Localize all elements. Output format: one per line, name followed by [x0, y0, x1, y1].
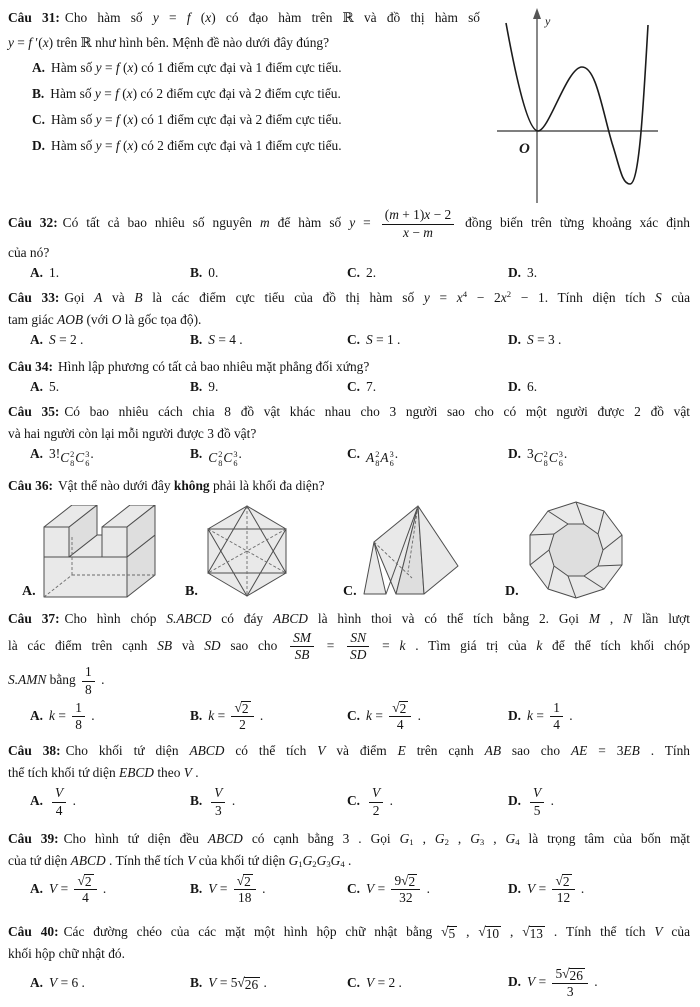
option-b: B. V = 5√26 . — [190, 975, 267, 992]
option-b: B. Hàm số y = f (x) có 2 điểm cực đại và 2 điểm cực tiểu. — [32, 86, 341, 101]
icosahedron-icon — [201, 502, 293, 600]
option-a: A. k = $\frac{1}{8}$ . — [30, 699, 95, 733]
options-34 — [8, 379, 690, 395]
options-38 — [8, 785, 690, 820]
option-d: D. V = $\frac{5√26}{3}$ . — [508, 966, 598, 999]
y-axis-label: y — [545, 14, 551, 28]
question-text-line: Câu 38: Cho khối tứ diện ABCD có thể tích V và điểm E trên cạnh AB sao cho AE = 3EB . Tính — [8, 743, 691, 759]
figure-d-label: D. — [505, 583, 519, 599]
option-d: D. 3 C 2 8 C 3 6 . — [508, 445, 568, 469]
question-39 — [8, 828, 690, 908]
option-c: C. Hàm số y = f (x) có 1 điểm cực đại và 2 điểm cực tiểu. — [32, 112, 342, 127]
option-d: D. 3. — [508, 264, 538, 280]
option-b: B. 0. — [190, 264, 219, 280]
question-text-line: của tứ diện ABCD . Tính thể tích V của khối tứ diện G1G2G3G4 . — [8, 852, 352, 869]
option-a: A. 5. — [30, 378, 60, 394]
option-c: C. k = $\frac{√2}{4}$ . — [347, 699, 421, 733]
option-a: A. 1. — [30, 264, 60, 280]
option-d: D. k = $\frac{1}{4}$ . — [508, 699, 573, 733]
question-text-line: của nó? — [8, 244, 50, 260]
question-38 — [8, 740, 690, 820]
options-40 — [8, 966, 690, 1001]
question-36 — [8, 475, 690, 600]
option-b: B. k = $\frac{√2}{2}$ . — [190, 699, 264, 733]
question-37 — [8, 608, 690, 735]
options-35 — [8, 446, 690, 469]
option-a: A. V = $\frac{√2}{4}$ . — [30, 872, 107, 906]
option-d: D. Hàm số y = f (x) có 2 điểm cực đại và 1 điểm cực tiểu. — [32, 138, 342, 153]
figure-a-label: A. — [22, 583, 36, 599]
question-35 — [8, 401, 690, 469]
option-c: C. 7. — [347, 378, 377, 394]
question-label: Câu 31: — [8, 10, 60, 25]
question-text-line: thể tích khối tứ diện EBCD theo V . — [8, 765, 199, 781]
options-33 — [8, 332, 690, 348]
option-c: C. V = 2 . — [347, 975, 402, 991]
option-c: C. A 2 8 A 3 6 . — [347, 445, 399, 469]
question-label: Câu 36: — [8, 477, 54, 493]
options-32 — [8, 265, 690, 281]
option-b: B. 9. — [190, 378, 219, 394]
figure-b-label: B. — [185, 583, 198, 599]
solid-figures — [8, 500, 690, 600]
fprime-graph-svg — [492, 5, 664, 205]
question-text-line: khối hộp chữ nhật đó. — [8, 946, 125, 962]
question-label: Câu 34: — [8, 358, 54, 374]
question-40 — [8, 921, 690, 1001]
figure-b — [185, 502, 343, 600]
option-a: A. V = 6 . — [30, 975, 85, 991]
question-text-line: tam giác AOB (với O là gốc tọa độ). — [8, 311, 202, 327]
option-b: B. $\frac{V}{3}$ . — [190, 785, 236, 818]
question-text-line: là các điểm trên cạnh SB và SD sao cho $\frac{SM}{SB}$ = $\frac{SN}{SD}$ = k . Tìm giá trị của k để thể tích khối chóp — [8, 629, 691, 663]
question-text-line: Câu 32: Có tất cả bao nhiêu số nguyên m để hàm số y = $\frac{(m + 1)x - 2}{x - m}$ đồng biến trên từng khoảng xác định — [8, 207, 690, 240]
question-text: Cho hàm số y = f (x) có đạo hàm trên ℝ và đồ thị hàm số — [64, 10, 481, 25]
options-37 — [8, 700, 690, 735]
question-label: Câu 40: — [8, 924, 59, 940]
option-a: A. 3! C 2 8 C 3 6 . — [30, 445, 94, 469]
question-text-line: Câu 40: Các đường chéo của các mặt một hình hộp chữ nhật bằng √5 , √10 , √13 . Tính thể tích V của — [8, 924, 691, 941]
question-text-line: y = f ′(x) trên ℝ như hình bên. Mệnh đề nào dưới đây đúng? — [8, 35, 330, 50]
options-39 — [8, 873, 690, 908]
question-text-line: Câu 37: Cho hình chóp S.ABCD có đáy ABCD là hình thoi và có thể tích bằng 2. Gọi M , N lần lượt — [8, 610, 690, 626]
option-d: D. V = $\frac{√2}{12}$ . — [508, 872, 585, 906]
option-d: D. 6. — [508, 378, 538, 394]
option-a: A. S = 2 . — [30, 331, 84, 347]
option-b: B. S = 4 . — [190, 331, 243, 347]
question-label: Câu 35: — [8, 403, 60, 419]
option-c: C. $\frac{V}{2}$ . — [347, 785, 393, 818]
option-a: A. $\frac{V}{4}$ . — [30, 785, 76, 818]
option-b: B. V = $\frac{√2}{18}$ . — [190, 872, 266, 906]
question-text-line: Câu 33: Gọi A và B là các điểm cực tiểu của đồ thị hàm số $y = x^4 - 2x^2 - 1$. Tính diện tích S của — [8, 288, 691, 305]
option-c: C. V = $\frac{9√2}{32}$ . — [347, 872, 430, 906]
faceted-gem-icon — [522, 500, 630, 600]
question-34 — [8, 356, 690, 395]
question-text-line: Câu 34: Hình lập phương có tất cả bao nhiêu mặt phẳng đối xứng? — [8, 358, 370, 374]
question-label: Câu 32: — [8, 215, 58, 231]
figure-a — [22, 505, 185, 600]
question-text-line: S.AMN bằng $\frac{1}{8}$ . — [8, 664, 105, 697]
option-a: A. Hàm số y = f (x) có 1 điểm cực đại và 1 điểm cực tiểu. — [32, 60, 342, 75]
fprime-graph — [492, 5, 664, 205]
option-c: C. S = 1 . — [347, 331, 401, 347]
question-text-line: Câu 36: Vật thể nào dưới đây không phải là khối đa diện? — [8, 477, 325, 493]
figure-c-label: C. — [343, 583, 357, 599]
question-label: Câu 39: — [8, 830, 59, 846]
question-33 — [8, 287, 690, 348]
fprime-curve — [506, 23, 648, 184]
question-text-line: Câu 39: Cho hình tứ diện đều ABCD có cạnh bằng 3 . Gọi G1 , G2 , G3 , G4 là trọng tâm của bốn mặt — [8, 830, 691, 847]
question-text-line: Câu 35: Có bao nhiêu cách chia 8 đồ vật khác nhau cho 3 người sao cho có một người được 2 đồ vật — [8, 403, 690, 419]
question-label: Câu 33: — [8, 289, 60, 305]
question-text-line: và hai người còn lại mỗi người được 3 đồ vật? — [8, 425, 257, 441]
composite-pyramids-icon — [360, 502, 462, 600]
notched-box-icon — [39, 505, 169, 600]
question-label: Câu 37: — [8, 610, 60, 626]
option-c: C. 2. — [347, 264, 377, 280]
question-32 — [8, 207, 690, 281]
y-axis-arrow-icon — [533, 8, 541, 19]
figure-d — [505, 500, 690, 600]
question-31 — [8, 5, 690, 159]
figure-c — [343, 502, 505, 600]
option-b: B. C 2 8 C 3 6 . — [190, 445, 242, 469]
option-d: D. S = 3 . — [508, 331, 562, 347]
option-d: D. $\frac{V}{5}$ . — [508, 785, 554, 818]
question-label: Câu 38: — [8, 743, 61, 759]
origin-label: O — [519, 141, 530, 157]
